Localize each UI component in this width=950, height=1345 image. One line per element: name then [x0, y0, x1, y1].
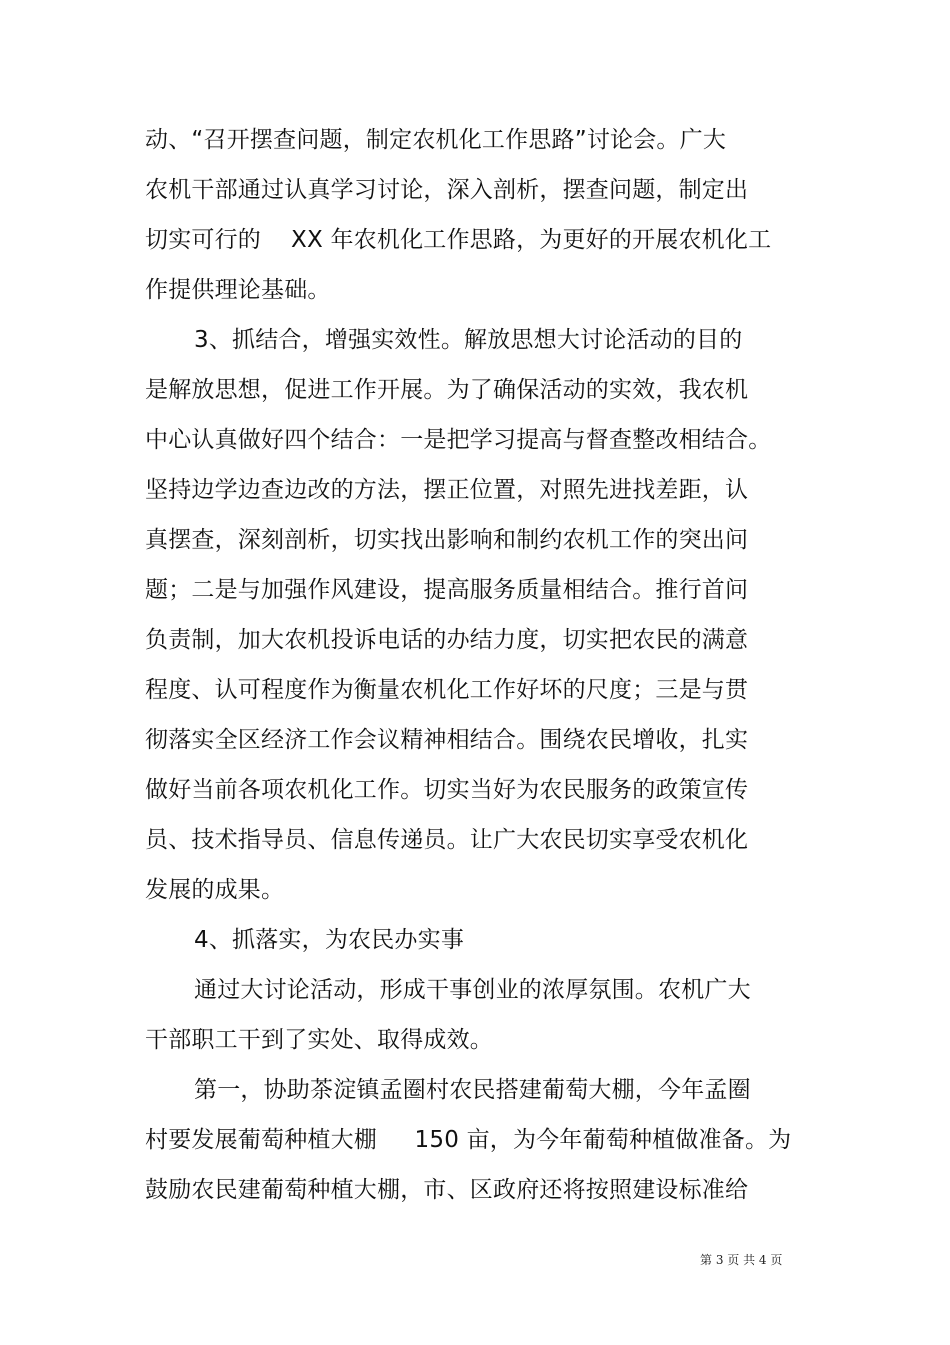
body-text-line: 通过大讨论活动，形成干事创业的浓厚氛围。农机广大	[194, 977, 751, 1003]
body-text-line: 是解放思想，促进工作开展。为了确保活动的实效，我农机	[145, 377, 749, 403]
body-text-line: 真摆查，深刻剖析，切实找出影响和制约农机工作的突出问	[145, 527, 749, 553]
body-text-line: 做好当前各项农机化工作。切实当好为农民服务的政策宣传	[145, 777, 749, 803]
body-text-line: 坚持边学边查边改的方法，摆正位置，对照先进找差距，认	[145, 477, 749, 503]
body-text-line: 程度、认可程度作为衡量农机化工作好坏的尺度；三是与贯	[145, 677, 749, 703]
body-text-line: 动、“召开摆查问题，制定农机化工作思路”讨论会。广大	[145, 127, 727, 153]
body-text-line: 第一，协助茶淀镇孟圈村农民搭建葡萄大棚，今年孟圈	[194, 1077, 751, 1103]
body-text-line: 农机干部通过认真学习讨论，深入剖析，摆查问题，制定出	[145, 177, 749, 203]
body-text-line: 中心认真做好四个结合：一是把学习提高与督查整改相结合。	[145, 427, 772, 453]
paragraph-heading-3: 3、抓结合，增强实效性。解放思想大讨论活动的目的	[194, 327, 743, 353]
body-text-line: 干部职工干到了实处、取得成效。	[145, 1027, 493, 1053]
body-text-line: 员、技术指导员、信息传递员。让广大农民切实享受农机化	[145, 827, 749, 853]
body-text-line: 发展的成果。	[145, 877, 285, 903]
page-footer: 第 3 页 共 4 页	[700, 1253, 783, 1267]
paragraph-heading-4: 4、抓落实，为农民办实事	[194, 927, 465, 953]
body-text-line: 彻落实全区经济工作会议精神相结合。围绕农民增收，扎实	[145, 727, 749, 753]
body-text-line: 村要发展葡萄种植大棚 150 亩，为今年葡萄种植做准备。为	[145, 1127, 792, 1153]
body-text-line: 切实可行的 XX 年农机化工作思路，为更好的开展农机化工	[145, 227, 772, 253]
body-text-line: 作提供理论基础。	[145, 277, 331, 303]
body-text-line: 负责制，加大农机投诉电话的办结力度，切实把农民的满意	[145, 627, 749, 653]
body-text-line: 题；二是与加强作风建设，提高服务质量相结合。推行首问	[145, 577, 749, 603]
body-text-line: 鼓励农民建葡萄种植大棚，市、区政府还将按照建设标准给	[145, 1177, 749, 1203]
